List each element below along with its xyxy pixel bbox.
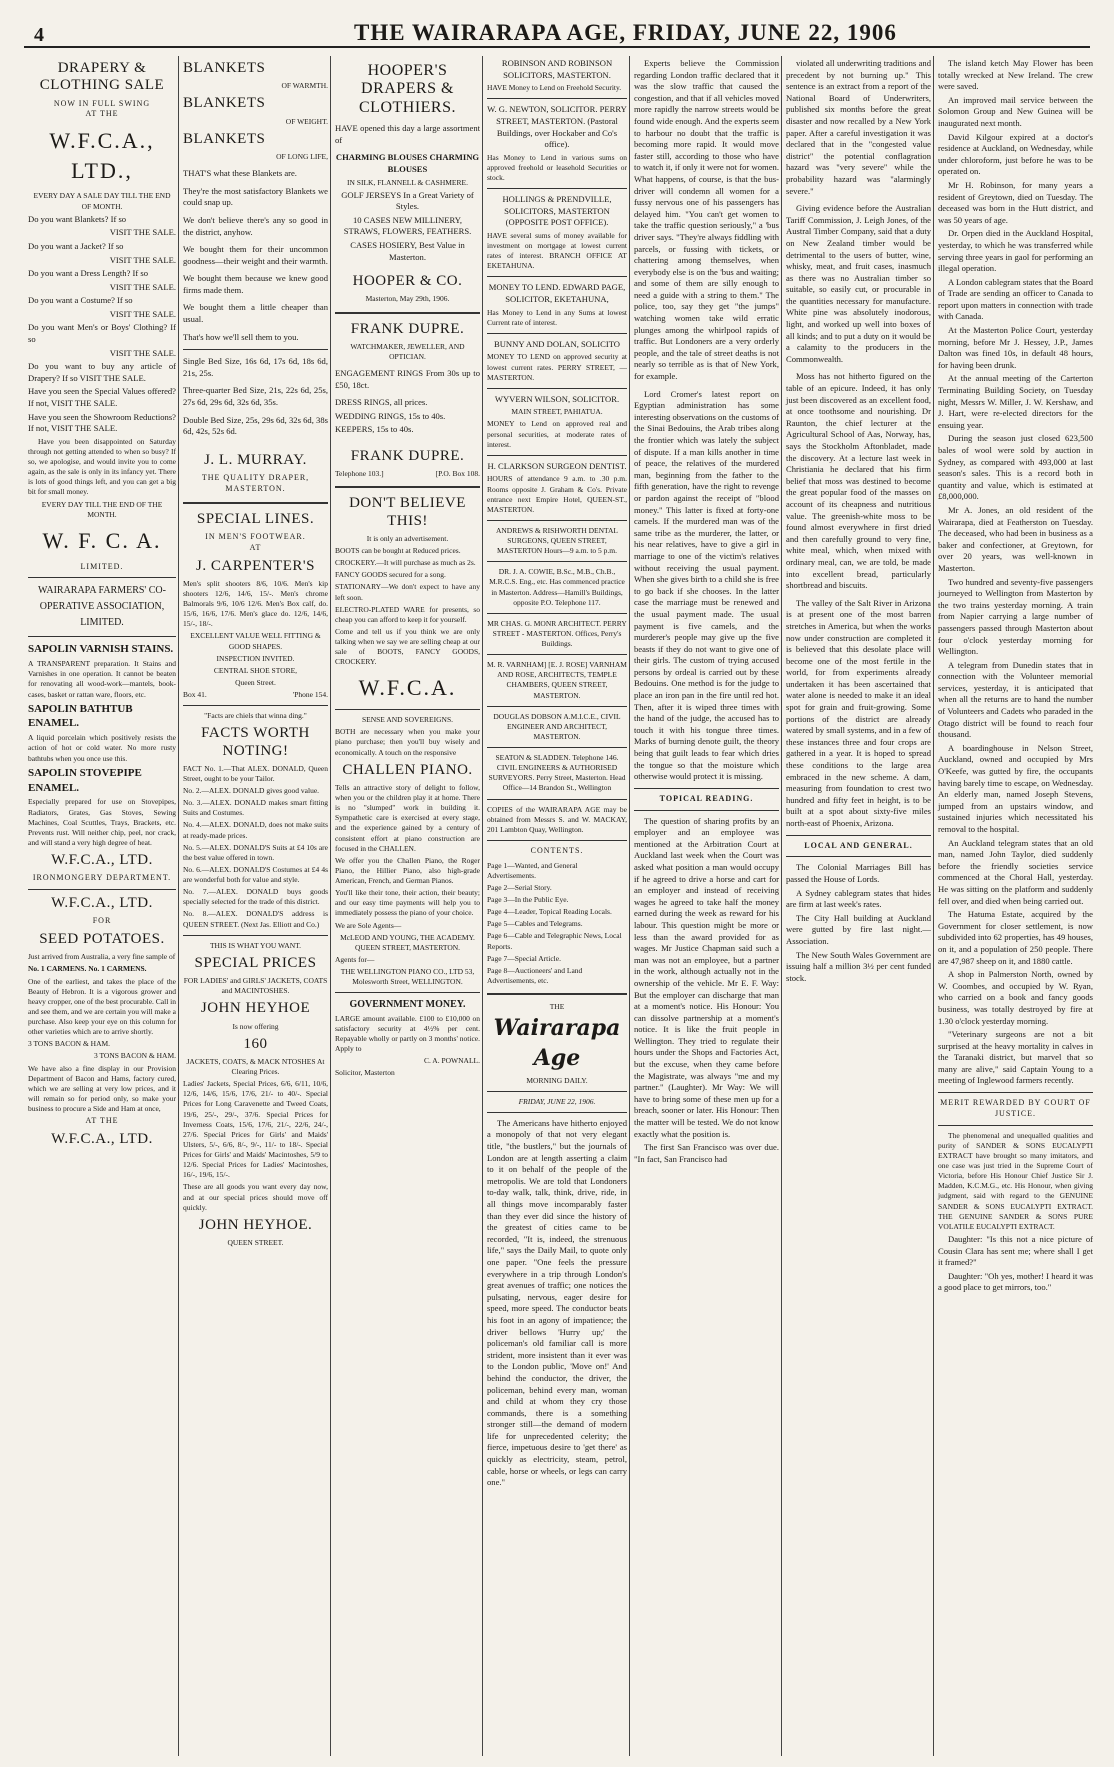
news-item: An improved mail service between the Solomon Group and New Guinea will be inaugurated next month. [938, 94, 1093, 128]
pownall: C. A. POWNALL. [423, 1056, 480, 1066]
fact-3: No. 3.—ALEX. DONALD makes smart fitting Suits and Costumes. [183, 798, 328, 818]
number-160: 160 [243, 1035, 268, 1052]
news-item: Dr. Orpen died in the Auckland Hospital, yesterday, to which he was transferred while serving three years in gaol for performing an illegal operation. [938, 228, 1093, 274]
column-1 [28, 56, 176, 1756]
hollings-heading: HOLLINGS & PRENDVILLE, SOLICITORS, MASTERTON (OPPOSITE POST OFFICE). [502, 194, 612, 228]
of-long-life: OF LONG LIFE, [276, 152, 328, 161]
electro-plated: ELECTRO-PLATED WARE for presents, so cheap you can afford to keep it for yourself. [335, 604, 480, 624]
bacon-2: 3 TONS BACON & HAM. [93, 1051, 176, 1061]
robinson-heading: ROBINSON AND ROBINSON SOLICITORS, MASTERTON. [501, 58, 613, 80]
cowie: DR. J. A. COWIE, B.Sc., M.B., Ch.B., M.R.C.S. Eng., etc. Has commenced practice in Masterton. Address—Hamill's Buildings, opposite P.O. Telephone 117. [489, 567, 625, 607]
quality-draper: THE QUALITY DRAPER, MASTERTON. [201, 473, 310, 493]
both-necessary: BOTH are necessary when you make your piano purchase; then you'll buy wisely and economically. A touch on the responsive [335, 727, 480, 757]
fact-2: No. 2.—ALEX. DONALD gives good value. [183, 786, 320, 795]
wairarapa-farmers-association: WAIRARAPA FARMERS' CO-OPERATIVE ASSOCIATION, LIMITED. [38, 585, 166, 629]
news-item: During the season just closed 623,500 bales of wool were sold by auction in Sydney, as compared with 493,000 at last season's sales. This is a record both in quantity and value, which is estimated at £8,000,000. [938, 433, 1093, 502]
q-blankets: Do you want Blankets? If so [28, 213, 127, 224]
news-item: A boardinghouse in Nelson Street, Auckland, owned and occupied by Mrs O'Keefe, was gutted by fire, the occupants having barely time to escape, on Wednesday. An elderly man, named Joseph Stevens, jumped from an upstairs window, and sustained injuries which necessitated his removal to the hospital. [938, 742, 1093, 834]
stationary-text: STATIONARY—We don't expect to have any left soon. [335, 582, 480, 602]
contents-item: Page 1—Wanted, and General Advertisements. [487, 860, 578, 880]
every-day-sale: EVERY DAY A SALE DAY TILL THE END OF MONTH. [33, 191, 171, 211]
silk-flannel: IN SILK, FLANNELL & CASHMERE. [347, 177, 468, 187]
topical-reading-heading: TOPICAL READING. [659, 793, 754, 803]
heyhoe-heading: JOHN HEYHOE [200, 1000, 311, 1017]
monr-architect: MR CHAS. G. MONR ARCHITECT. PERRY STREET - MASTERTON. Offices, Perry's Buildings. [487, 618, 627, 649]
visit-sale-1: VISIT THE SALE. [109, 227, 176, 238]
challen-tells: Tells an attractive story of delight to follow, when you or the children play it at home. There is no "slumped" work in building it. Sympathetic care is exercised at every stage, and the experience gained by a century of consistent effort at piano construction are focused in the CHALLEN. [335, 782, 480, 853]
blankets-heading-3: BLANKETS [183, 130, 266, 147]
sapolin-varnish-text: A TRANSPARENT preparation. It Stains and Varnishes in one operation. It cannot be beaten for renovating all wood-work—mantels, book-cases, basket or rattan ware, floors, etc. [28, 659, 176, 699]
these-are-goods: These are all goods you want every day now, and at our special prices should move off quickly. [183, 1182, 328, 1212]
government-money: GOVERNMENT MONEY. [349, 999, 466, 1011]
hooper-co: HOOPER & CO. [352, 273, 463, 290]
sole-agents: We are Sole Agents— [335, 920, 402, 930]
engagement-rings: ENGAGEMENT RINGS From 30s up to £50, 18ct. [335, 368, 480, 390]
bacon-1: 3 TONS BACON & HAM. [28, 1039, 111, 1049]
contents-item: Page 8—Auctioneers' and Land Advertisements, etc. [487, 965, 583, 985]
visit-sale-2: VISIT THE SALE. [109, 254, 176, 265]
clarkson-heading: H. CLARKSON SURGEON DENTIST. [487, 460, 627, 471]
dont-believe-heading: DON'T BELIEVE THIS! [349, 495, 466, 529]
cromer-report: Lord Cromer's latest report on Egyptian administration has some interesting observations on the customs of the Sinai Bedouins, the Arab tribes along the frontier which was lately the subject of dispute. If a man kills another in time of peace, the relatives of the murdered man, beginning from the father to the fifth generation, have the right to revenge or pardon against the receipt of "blood money." This latter is fixed at forty-one camels. If the murdered man was of the same tribe as the murderer, the latter, or his near relatives, have to give a girl in marriage to one of the victim's relatives without receiving the usual payment. When she gives birth to a child she is free to go back if she chooses. In the latter case the marriage must be renewed and the usual payment made. The usual payment is five camels, and the murderer's people may give up the five beasts if they do not want to give one of their girls. The custom of trying accused persons by ordeal is carried out by these Bedouins. One method is for the judge to place an iron pan in the fire until red hot. Then, after it is wiped three times with the hand of the judge, the accused has to touch it with his tongue three times. Marks of burning denote guilt, the theory being that guilt leads to fear which dries the tongue so that the moisture which otherwise would protect it is missing. [634, 388, 779, 782]
contents-list [487, 861, 627, 986]
at-the-2: AT THE [85, 1116, 119, 1126]
blankets-text-3: We don't believe there's any so good in the district, anyhow. [183, 214, 328, 237]
wyvern-heading: WYVERN WILSON, SOLICITOR. [494, 393, 620, 404]
bunny-dolan-text: MONEY TO LEND on approved security at lowest current rates. PERRY STREET, — MASTERTON. [487, 352, 627, 382]
jackets-clearing: JACKETS, COATS, & MACK NTOSHES At Clearing Prices. [186, 1056, 325, 1076]
q-special: Have you seen the Special Values offered? If not, VISIT THE SALE. [28, 386, 176, 409]
contents-item: Page 2—Serial Story. [487, 882, 552, 892]
facts-quote: "Facts are chiels that winna ding." [204, 711, 307, 721]
in-mens-footwear: IN MEN'S FOOTWEAR. [205, 531, 306, 541]
millinery: 10 CASES NEW MILLINERY, STRAWS, FLOWERS, FEATHERS. [343, 214, 472, 237]
inspection-invited: INSPECTION INVITED. [216, 653, 295, 663]
central-shoe-store: CENTRAL SHOE STORE, [213, 665, 298, 675]
fact-5: No. 5.—ALEX. DONALD'S Suits at £4 10s are the best value offered in town. [183, 842, 328, 862]
limited-label: LIMITED. [80, 561, 124, 571]
now-in-full-swing: NOW IN FULL SWING [53, 98, 151, 108]
special-prices-heading: SPECIAL PRICES [194, 954, 317, 971]
news-item: A telegram from Dunedin states that in connection with the Volunteer memorial services, yesterday, it is anticipated that when all the returns are to hand the number of Volunteers and Cadets who paraded in the Otago district will be found to reach four thousand. [938, 659, 1093, 740]
money-to-lend-heading: MONEY TO LEND. EDWARD PAGE, SOLICITOR, EKETAHUNA, [488, 282, 626, 304]
contents-item: Page 5—Cables and Telegrams. [487, 919, 583, 929]
arbitration-court: The question of sharing profits by an employer and an employee was mentioned at the Arbitration Court at Auckland last week when the Court was asked what position a man would occupy if he agreed to drive a horse and cart for an employer and instead of receiving wages he agreed to take half the money earned during the week as reward for his labour. This question might be more or less than the award provided for as wages. Mr Justice Chapman said such a man was not an employee, but a partner in the work, although actually not in the ownership of the vehicle. Mr E. F. Way: But the employer can discharge that man at a moment's notice. His Honour: You can dissolve partnership at a moment's notice. It is like the fruit people in Wellington. They tried to regulate their hours under the Shops and Factories Act, but the excuse, when they came before the Magistrate, was always "me and my partner." (Laughter). Mr Way: We will have to bring some of these men up for a breach, sooner or later. His Honour: Then the matter will be tested. We do not know exactly what the position is. [634, 815, 779, 1139]
special-lines-heading: SPECIAL LINES. [196, 510, 315, 527]
hosiery: CASES HOSIERY, Best Value in Masterton. [350, 240, 465, 262]
bacon-text: We have also a fine display in our Provision Department of Bacon and Hams, factory cured, which we are selling at very low prices, and it will remain so for period only, so make your business to procure a Side and Ham at once, [28, 1063, 176, 1114]
news-item: At the annual meeting of the Carterton Terminating Building Society, on Tuesday night, Messrs W. Miller, J. W. Kershaw, and J. Hart, were re-elected directors for the ensuing year. [938, 373, 1093, 430]
box-number: Box 41. [183, 690, 207, 699]
boots-text: BOOTS can be bought at Reduced prices. [335, 546, 461, 556]
charming-blouses: CHARMING BLOUSES CHARMING BLOUSES [335, 152, 480, 174]
dupre-pobox: [P.O. Box 108. [435, 469, 480, 479]
dupre-heading: FRANK DUPRE. [350, 320, 465, 337]
ironmongery-dept: IRONMONGERY DEPARTMENT. [32, 873, 172, 883]
editorial-continued: Experts believe the Commission regarding London traffic declared that it was the slow traffic that caused the congestion, and that if all vehicles moved more rapidly the narrow streets would be found wide enough. And the experts seem to harbour no doubt that the traffic is becoming more rapid. It would move faster still, according to those who have to watch it, if only it were not for women. What happens, of course, is that the bus-driver will condemn all women for a fussy nervous one of his passengers has delayed him. "You can't get women to take the traffic question seriously," a 'bus driver says. "They're always fiddling with parcels, or fussing with tickets, or chattering among themselves, when everybody else is on the 'bus and waiting; and some of them are silly enough to need a guide with a string to them." The police, too, say they get "the jumps" watching women take wild erratic plunges among the whirlpool rapids of traffic. But Londoners are a very orderly people, and the tale of street deaths is not nearly so terrible as is that of New York, for example. [634, 58, 779, 382]
fact-6: No. 6.—ALEX. DONALD'S Costumes at £4 4s are wonderful both for value and style. [183, 864, 328, 884]
newton-heading: W. G. NEWTON, SOLICITOR. PERRY STREET, MASTERTON. (Pastoral Buildings, over Hockaber and Co's office). [487, 104, 627, 150]
q-jacket: Do you want a Jacket? If so [28, 240, 124, 251]
sydney-hides: A Sydney cablegram states that hides are firm at last week's rates. [786, 887, 931, 910]
visit-sale-5: VISIT THE SALE. [109, 347, 176, 358]
news-item: A London cablegram states that the Board of Trade are sending an officer to Canada to report upon matters in connection with trade with Canada. [938, 276, 1093, 322]
blankets-heading-2: BLANKETS [183, 95, 266, 112]
carmens: No. 1 CARMENS. No. 1 CARMENS. [28, 964, 147, 974]
news-item: The island ketch May Flower has been totally wrecked at New Ireland. The crew were saved. [938, 58, 1093, 92]
q-drapery: Do you want to buy any article of Drapery? If so VISIT THE SALE. [28, 361, 176, 383]
wfca-final: W.F.C.A., LTD. [51, 1131, 153, 1148]
facts-heading: FACTS WORTH NOTING! [201, 725, 310, 759]
marriages-bill: The Colonial Marriages Bill has passed the House of Lords. [786, 862, 931, 884]
merit-rewarded-heading: MERIT REWARDED BY COURT OF JUSTICE. [940, 1098, 1091, 1118]
sense-sovereigns: SENSE AND SOVEREIGNS. [361, 715, 454, 725]
of-weight: OF WEIGHT. [285, 116, 328, 126]
sapolin-varnish-heading: SAPOLIN VARNISH STAINS. [28, 643, 174, 656]
hooper-opened: HAVE opened this day a large assortment of [335, 123, 480, 145]
dupre-telephone: Telephone 103.] [335, 469, 384, 479]
blankets-heading-1: BLANKETS [183, 60, 266, 76]
hollings-text: HAVE several sums of money available for investment on mortgage at lowest current rates of interest. BRANCH OFFICE AT EKETAHUNA. [487, 230, 627, 271]
morning-daily: MORNING DAILY. [526, 1075, 588, 1085]
column-5 [629, 56, 779, 1756]
prices-three-quarter: Three-quarter Bed Size, 21s, 22s 6d, 25s, 27s 6d, 29s 6d, 32s 6d, 35s. [183, 385, 328, 408]
blankets-text-4: We bought them for their uncommon goodness—their weight and their warmth. [183, 244, 328, 266]
dress-rings: DRESS RINGS, all prices. [335, 397, 428, 408]
at-label: AT [249, 542, 262, 552]
at-the: AT THE [85, 109, 119, 119]
visit-sale-4: VISIT THE SALE. [109, 308, 176, 319]
fact-7: No. 7.—ALEX. DONALD buys goods specially selected for the trade of this district. [183, 887, 328, 907]
for-ladies: FOR LADIES' and GIRLS' JACKETS, COATS and MACINTOSHES. [183, 976, 328, 996]
column-2 [178, 56, 328, 1756]
this-is-what-you-want: THIS IS WHAT YOU WANT. [209, 940, 302, 950]
agents-for: Agents for— [335, 954, 375, 964]
queen-street-2: QUEEN STREET. [227, 1238, 284, 1247]
wfca-ironmongery-heading: W.F.C.A., LTD. [51, 852, 153, 869]
of-warmth: OF WARMTH. [281, 81, 328, 91]
wairarapa-age-flag: Wairarapa Age [493, 1015, 621, 1071]
contents-item: Page 6—Cable and Telegraphic News, Local Reports. [487, 931, 622, 951]
salt-river: The valley of the Salt River in Arizona is at present one of the most barren stretches in America, but when the works now under construction are completed it is believed that this desolate place will become one of the most fertile in the world, for from experiments already undertaken it has been ascertained that water alone is needed to make it an ideal spot for grain and fruit-growing. Some portions of the district are already watered by small systems, and in a few of these instances three and four crops are gathered in a year. It is hoped to spread these conditions to the large area embraced in the new scheme. A dam, measuring from foundation to crest two hundred and fifty feet in height, is to be built at a spot about sixty-five miles north-east of Phoenix, Arizona. [786, 597, 931, 828]
excellent-value: EXCELLENT VALUE WELL FITTING & GOOD SHAPES. [190, 631, 321, 651]
news-item: A shop in Palmerston North, owned by W. Coombes, and occupied by W. Ryan, who carried on a book and fancy goods business, was totally destroyed by fire at 1.30 o'clock yesterday morning. [938, 969, 1093, 1026]
seed-intro: Just arrived from Australia, a very fine sample of [28, 952, 176, 962]
sapolin-bathtub-heading: SAPOLIN BATHTUB ENAMEL. [28, 702, 133, 730]
column-4 [482, 56, 627, 1756]
flag-the: THE [549, 1002, 565, 1012]
newton-text: Has Money to Lend in various sums on approved freehold or leasehold Securities or stock. [487, 152, 627, 182]
news-item: At the Masterton Police Court, yesterday morning, before Mr J. Hessey, J.P., James Dalton was fined 10s, in default 48 hours, for having been drunk. [938, 325, 1093, 370]
wfca-col3: W.F.C.A. [358, 675, 457, 701]
solicitor-masterton: Solicitor, Masterton [335, 1068, 395, 1078]
clarkson-text: HOURS of attendance 9 a.m. to .30 p.m. Rooms opposite J. Graham & Co's. Private entrance next Empire Hotel, QUEEN-ST., MASTERTON. [487, 474, 627, 514]
ladies-prices: Ladies' Jackets, Special Prices, 6/6, 6/11, 10/6, 12/6, 14/6, 15/6, 17/6, 21/- to 40/-. Special Prices for Long Caravenette and Tweed Coats, 19/6, 25/-, 29/-, 37/6. Special Prices for Inverness Coats, 15/6, 17/6, 21/-, 22/6, 24/-, 27/6. Special Prices for Girls' and Maids' Ulsters, 5/-, 6/6, 8/-, 9/-, 11/- to 18/-. Special Prices for Girls' and Maids' Macintoshes, 5/9 to 12/6. Special Prices for Ladies' Macintoshes, 16/-, 19/6, 15/-. [183, 1079, 328, 1180]
tariff-commission: Giving evidence before the Australian Tariff Commission, J. Leigh Jones, of the Austral Timber Company, said that a duty on New Zealand timber would be detrimental to the users of butter, wine, whisky, meat, and fruit cases, inasmuch as there was no Australian timber so suitable, so easily cut, or procurable in the quantities necessary for manufacture. White pine was absolutely inodorous, light, and worked up well into boxes of all kinds; and to put a duty on it would be a calamity to the producers in the Commonwealth. [786, 203, 931, 364]
murray-heading: J. L. MURRAY. [204, 451, 307, 468]
prices-single: Single Bed Size, 16s 6d, 17s 6d, 18s 6d, 21s, 25s. [183, 356, 328, 378]
fact-4: No. 4.—ALEX. DONALD, does not make suits at ready-made prices. [183, 820, 328, 840]
newspaper-title: THE WAIRARAPA AGE, FRIDAY, JUNE 22, 1906 [354, 20, 897, 45]
editorial-date: FRIDAY, JUNE 22, 1906. [518, 1096, 596, 1106]
local-general-heading: LOCAL AND GENERAL. [804, 840, 913, 850]
page-number: 4 [34, 24, 44, 46]
masthead [24, 18, 1090, 48]
q-showroom: Have you seen the Showroom Reductions? If not, VISIT THE SALE. [28, 411, 176, 434]
heyhoe-footer: JOHN HEYHOE. [198, 1216, 313, 1233]
wyvern-text: MONEY to Lend on approved real and personal securities, at moderate rates of interest. [487, 419, 627, 449]
blankets-text-6: We bought them a little cheaper than usual. [183, 302, 328, 325]
daughter-2: Daughter: "Oh yes, mother! I heard it was a good place to get mirrors, too." [938, 1270, 1093, 1293]
blankets-text-1: THAT'S what these Blankets are. [183, 168, 297, 179]
drapery-sale-heading: DRAPERY & CLOTHING SALE [39, 60, 165, 94]
blankets-text-5: We bought them because we knew good firms made them. [183, 273, 328, 295]
every-day-2: EVERY DAY TILL THE END OF THE MONTH. [41, 499, 163, 519]
sapolin-stovepipe-heading: SAPOLIN STOVEPIPE ENAMEL. [28, 766, 142, 794]
underwriters: violated all underwriting traditions and precedent by not burning up." This sentence is an extract from a report of the National Board of Underwriters, published six months before the great disaster and now recalled by a New York paper. After a careful investigation it was declared that in the "congested value district" the potential conflagration hazard was "very severe" while the probability hazard was "alarmingly severe." [786, 58, 931, 196]
carmens-text: One of the earliest, and takes the place of the Beauty of Hebron. It is a vigorous grower and heavy cropper, one of the best procurable. Call in and see them, and we are certain you will make a purchase. Also keep your eye on this column for other varieties which are to arrive shortly. [28, 976, 176, 1037]
blankets-text-7: That's how we'll sell them to you. [183, 331, 299, 342]
disappointed-text: Have you been disappointed on Saturday through not getting attended to when so busy? If so, we apologise, and would invite you to come again, as the sale is only in its infancy yet. There is lots of good things left, and you can get a big bit for small money. [28, 436, 176, 497]
editorial-text: The Americans have hitherto enjoyed a monopoly of that not very elegant title, "the bustlers," but the journals of London are at length asserting a claim to it on behalf of the people of the metropolis. We are told that Londoners to-day walk, talk, think, drive, ride, in all things move incomparably faster than they ever did since the history of the greatest of cities came to be recorded, "It is, indeed, the strenuous life," says the Daily Mail, to quote only one paper. "One feels the pressure everywhere in a trip through London's great avenues of traffic; one notices the pulsating, nervous, eager desire for speed, more speed. The conductor beats his foot in an agony of impatience; the driver bellows 'Hurry up;' the policeman's old familiar call is more strident, more insistent than it ever was to the London public, 'Move on!' And behind the conductor, the driver, the policeman, behind every man, woman and child at whom they cry those commands, there is a something stronger still—the demand of modern life for unprecedented celerity; the fierce, impetuous desire to 'get there' as quickly as electricity, steam, petrol, cable, horse or wheels, or legs can carry one." [487, 1117, 627, 1488]
q-clothing: Do you want Men's or Boys' Clothing? If so [28, 322, 176, 345]
crockery-text: CROCKERY.—It will purchase as much as 2s. [335, 558, 476, 568]
news-item: The Hatuma Estate, acquired by the Government for closer settlement, is now subdivided into 62 properties, has 49 houses, on it, and a population of 250 people. There are 47,987 sheep on it, and 1880 cattle. [938, 909, 1093, 966]
eucalypti-text: The phenomenal and unequalled qualities and purity of SANDER & SONS EUCALYPTI EXTRACT have brought so many imitators, and one case was just tried in the Supreme Court of Victoria, before His Honour Chief Justice Sir J. Madden, K.C.M.G., etc. His Honour, when giving judgment, said with regard to the GENUINE SANDER & SONS EUCALYPTI EXTRACT. THE GENUINE SANDER & SONS PURE VOLATILE EUCALYPTI EXTRACT. [938, 1130, 1093, 1231]
sapolin-bathtub-text: A liquid porcelain which positively resists the action of hot or cold water. No more rusty bathtubs when you once use this. [28, 733, 176, 763]
fancy-goods: FANCY GOODS secured for a song. [335, 570, 446, 580]
for-label: FOR [92, 916, 112, 926]
news-item: Mr H. Robinson, for many years a resident of Greytown, died on Tuesday. The deceased was born in the Hutt district, and was 50 years of age. [938, 179, 1093, 225]
come-tell-us: Come and tell us if you think we are only talking when we say we are selling cheap at our sale of BOOTS, FANCY GOODS, CROCKERY. [335, 626, 480, 667]
wellington-piano: THE WELLINGTON PIANO CO., LTD 53, Molesworth Street, WELLINGTON. [340, 967, 475, 987]
wfca-limited-heading: W. F. C. A. [42, 527, 162, 553]
golf-jerseys: GOLF JERSEYS In a Great Variety of Styles. [341, 189, 474, 212]
wfca-heading: W.F.C.A., LTD., [49, 128, 155, 183]
seaton-sladden: SEATON & SLADDEN. Telephone 146. CIVIL ENGINEERS & AUTHORISED SURVEYORS. Perry Street, Masterton. Head Office—14 Brandon St., Wellington [488, 753, 626, 793]
moss-food: Moss has not hitherto figured on the table of an epicure. Indeed, it has only just been discovered as an excellent food, at once toothsome and nourishing. Dr Raunton, the chief lecturer at the Agricultural School of Aas, Norway, has, says the Stockholm Aftonbladet, made the discovery. At a lecture last week in Christiania he declared that his firm belief that moss was destined to become the great popular food of the masses on account of its cheapness and nutritious value. The greenish-white moss to be found almost everywhere in first dried and then carefully ground to very fine, white meal, which, when mixed with ordinary meal, can, we are told, be made into excellent bread, particularly shortbread and biscuits. [786, 371, 931, 591]
wedding-rings: WEDDING RINGS, 15s to 40s. [335, 410, 446, 421]
san-francisco: The first San Francisco was over due. "In fact, San Francisco had [634, 1142, 779, 1164]
keepers: KEEPERS, 15s to 40s. [335, 424, 414, 435]
fact-1: FACT No. 1.—That ALEX. DONALD, Queen Street, ought to be your Tailor. [183, 763, 328, 783]
mcleod-young: McLEOD AND YOUNG, THE ACADEMY. QUEEN STREET, MASTERTON. [340, 932, 475, 952]
is-now-offering: Is now offering [232, 1021, 279, 1031]
wfca-seed-heading: W.F.C.A., LTD. [51, 895, 153, 912]
robinson-text: HAVE Money to Lend on Freehold Security. [487, 83, 622, 93]
hooper-date: Masterton, May 29th, 1906. [365, 294, 450, 304]
visit-sale-3: VISIT THE SALE. [109, 281, 176, 292]
contents-item: Page 7—Special Article. [487, 953, 561, 963]
challen-youll: You'll like their tone, their action, their beauty; and our easy time payments will help you to immediately possess the piano of your choice. [335, 888, 480, 918]
carpenter-heading: J. CARPENTER'S [196, 557, 315, 574]
mens-prices: Men's split shooters 8/6, 10/6. Men's kip shooters 12/6, 14/6, 15/-. Men's chrome Balmorals 9/6, 10/6 12/6. Men's Box calf, do. 15/6, 16/6, 17/6. Men's glace do. 12/6, 14/6, 15/-, 18/-. [183, 578, 328, 629]
hooper-heading: HOOPER'S DRAPERS & CLOTHIERS. [359, 62, 456, 116]
dupre-sub: WATCHMAKER, JEWELLER, AND OPTICIAN. [350, 341, 465, 361]
fact-8: No. 8.—ALEX. DONALD'S address is QUEEN STREET. (Next Jas. Elliott and Co.) [183, 909, 328, 929]
challen-heading: CHALLEN PIANO. [342, 761, 473, 778]
column-6 [781, 56, 931, 1756]
news-item: Mr A. Jones, an old resident of the Wairarapa, died at Featherston on Tuesday. The deceased, who had been in business as a baker and confectioner, at Greytown, for over 20 years, was well-known in Masterton. [938, 504, 1093, 573]
andrews-rishworth: ANDREWS & RISHWORTH DENTAL SURGEONS, QUEEN STREET, MASTERTON Hours—9 a.m. to 5 p.m. [495, 525, 619, 556]
daughter-1: Daughter: "Is this not a nice picture of Cousin Clara has sent me; where shall I get it framed?" [938, 1233, 1093, 1268]
money-to-lend-text: Has Money to Lend in any Sums at lowest Current rate of interest. [487, 307, 627, 327]
copies-notice: COPIES of the WAIRARAPA AGE may be obtained from Messrs S. and W. MACKAY, 201 Lambton Quay, Wellington. [487, 804, 627, 834]
news-item: David Kilgour expired at a doctor's residence at Auckland, on Wednesday, while under chloroform, just before he was to be operated on. [938, 131, 1093, 177]
news-item: Two hundred and seventy-five passengers journeyed to Wellington from Masterton by the two trains yesterday morning. A train from Napier carrying a large number of passengers passed through Masterton about four o'clock yesterday morning for Wellington. [938, 576, 1093, 657]
city-hall-fire: The City Hall building at Auckland were gutted by fire last night.—Association. [786, 912, 931, 946]
seed-potatoes-heading: SEED POTATOES. [39, 931, 165, 948]
nsw-stock: The New South Wales Government are issuing half a million 3½ per cent funded stock. [786, 949, 931, 983]
q-costume: Do you want a Costume? If so [28, 295, 133, 306]
column-7 [933, 56, 1093, 1756]
prices-double: Double Bed Size, 25s, 29s 6d, 32s 6d, 38s 6d, 42s, 52s 6d. [183, 414, 328, 437]
contents-item: Page 3—In the Public Eye. [487, 895, 569, 905]
varnham-rose: M. R. VARNHAM] [E. J. ROSE] VARNHAM AND ROSE, ARCHITECTS, TEMPLE CHAMBERS, QUEEN STREET, MASTERTON. [487, 660, 627, 700]
news-item: An Auckland telegram states that an old man, named John Taylor, died suddenly before the friendly societies service commenced at the Choral Hall, yesterday. He was sitting on the platform and suddenly fell over, and died when being carried out. [938, 837, 1093, 906]
sapolin-stovepipe-text: Especially prepared for use on Stovepipes, Radiators, Grates, Gas Stoves, Sewing Machines, Coal Scuttles, Trays, Brackets, etc. Prevents rust. Will neither chip, peel, nor crack, and will stand a very high degree of heat. [28, 797, 176, 847]
only-an-ad: It is only an advertisement. [366, 533, 449, 543]
bunny-dolan-heading: BUNNY AND DOLAN, SOLICITO [493, 338, 621, 349]
wyvern-address: MAIN STREET, PAHIATUA. [511, 407, 603, 417]
challen-offer: We offer you the Challen Piano, the Roger Piano, the Hillier Piano, also high-grade American, French, and German Pianos. [335, 855, 480, 886]
douglas-dobson: DOUGLAS DOBSON A.M.I.C.E., CIVIL ENGINEER AND ARCHITECT, MASTERTON. [493, 711, 621, 741]
news-item: "Veterinary surgeons are not a bit surprised at the heavy mortality in calves in the Taranaki district, but marvel that so many are alive," said Captain Young to a meeting of Inglewood farmers recently. [938, 1029, 1093, 1086]
phone-number: 'Phone 154. [292, 690, 328, 699]
contents-item: Page 4—Leader, Topical Reading Locals. [487, 907, 612, 917]
q-dress: Do you want a Dress Length? If so [28, 268, 149, 279]
large-amount: LARGE amount available. £100 to £10,000 on satisfactory security at 4½% per cent. Repayable wholly or partly on 3 months' notice. Apply to [335, 1013, 480, 1054]
contents-heading: CONTENTS. [530, 845, 584, 855]
blankets-text-2: They're the most satisfactory Blankets we could snap up. [183, 185, 328, 208]
dupre-heading-2: FRANK DUPRE. [350, 448, 465, 465]
queen-street: Queen Street. [235, 677, 276, 687]
column-3 [330, 56, 480, 1756]
